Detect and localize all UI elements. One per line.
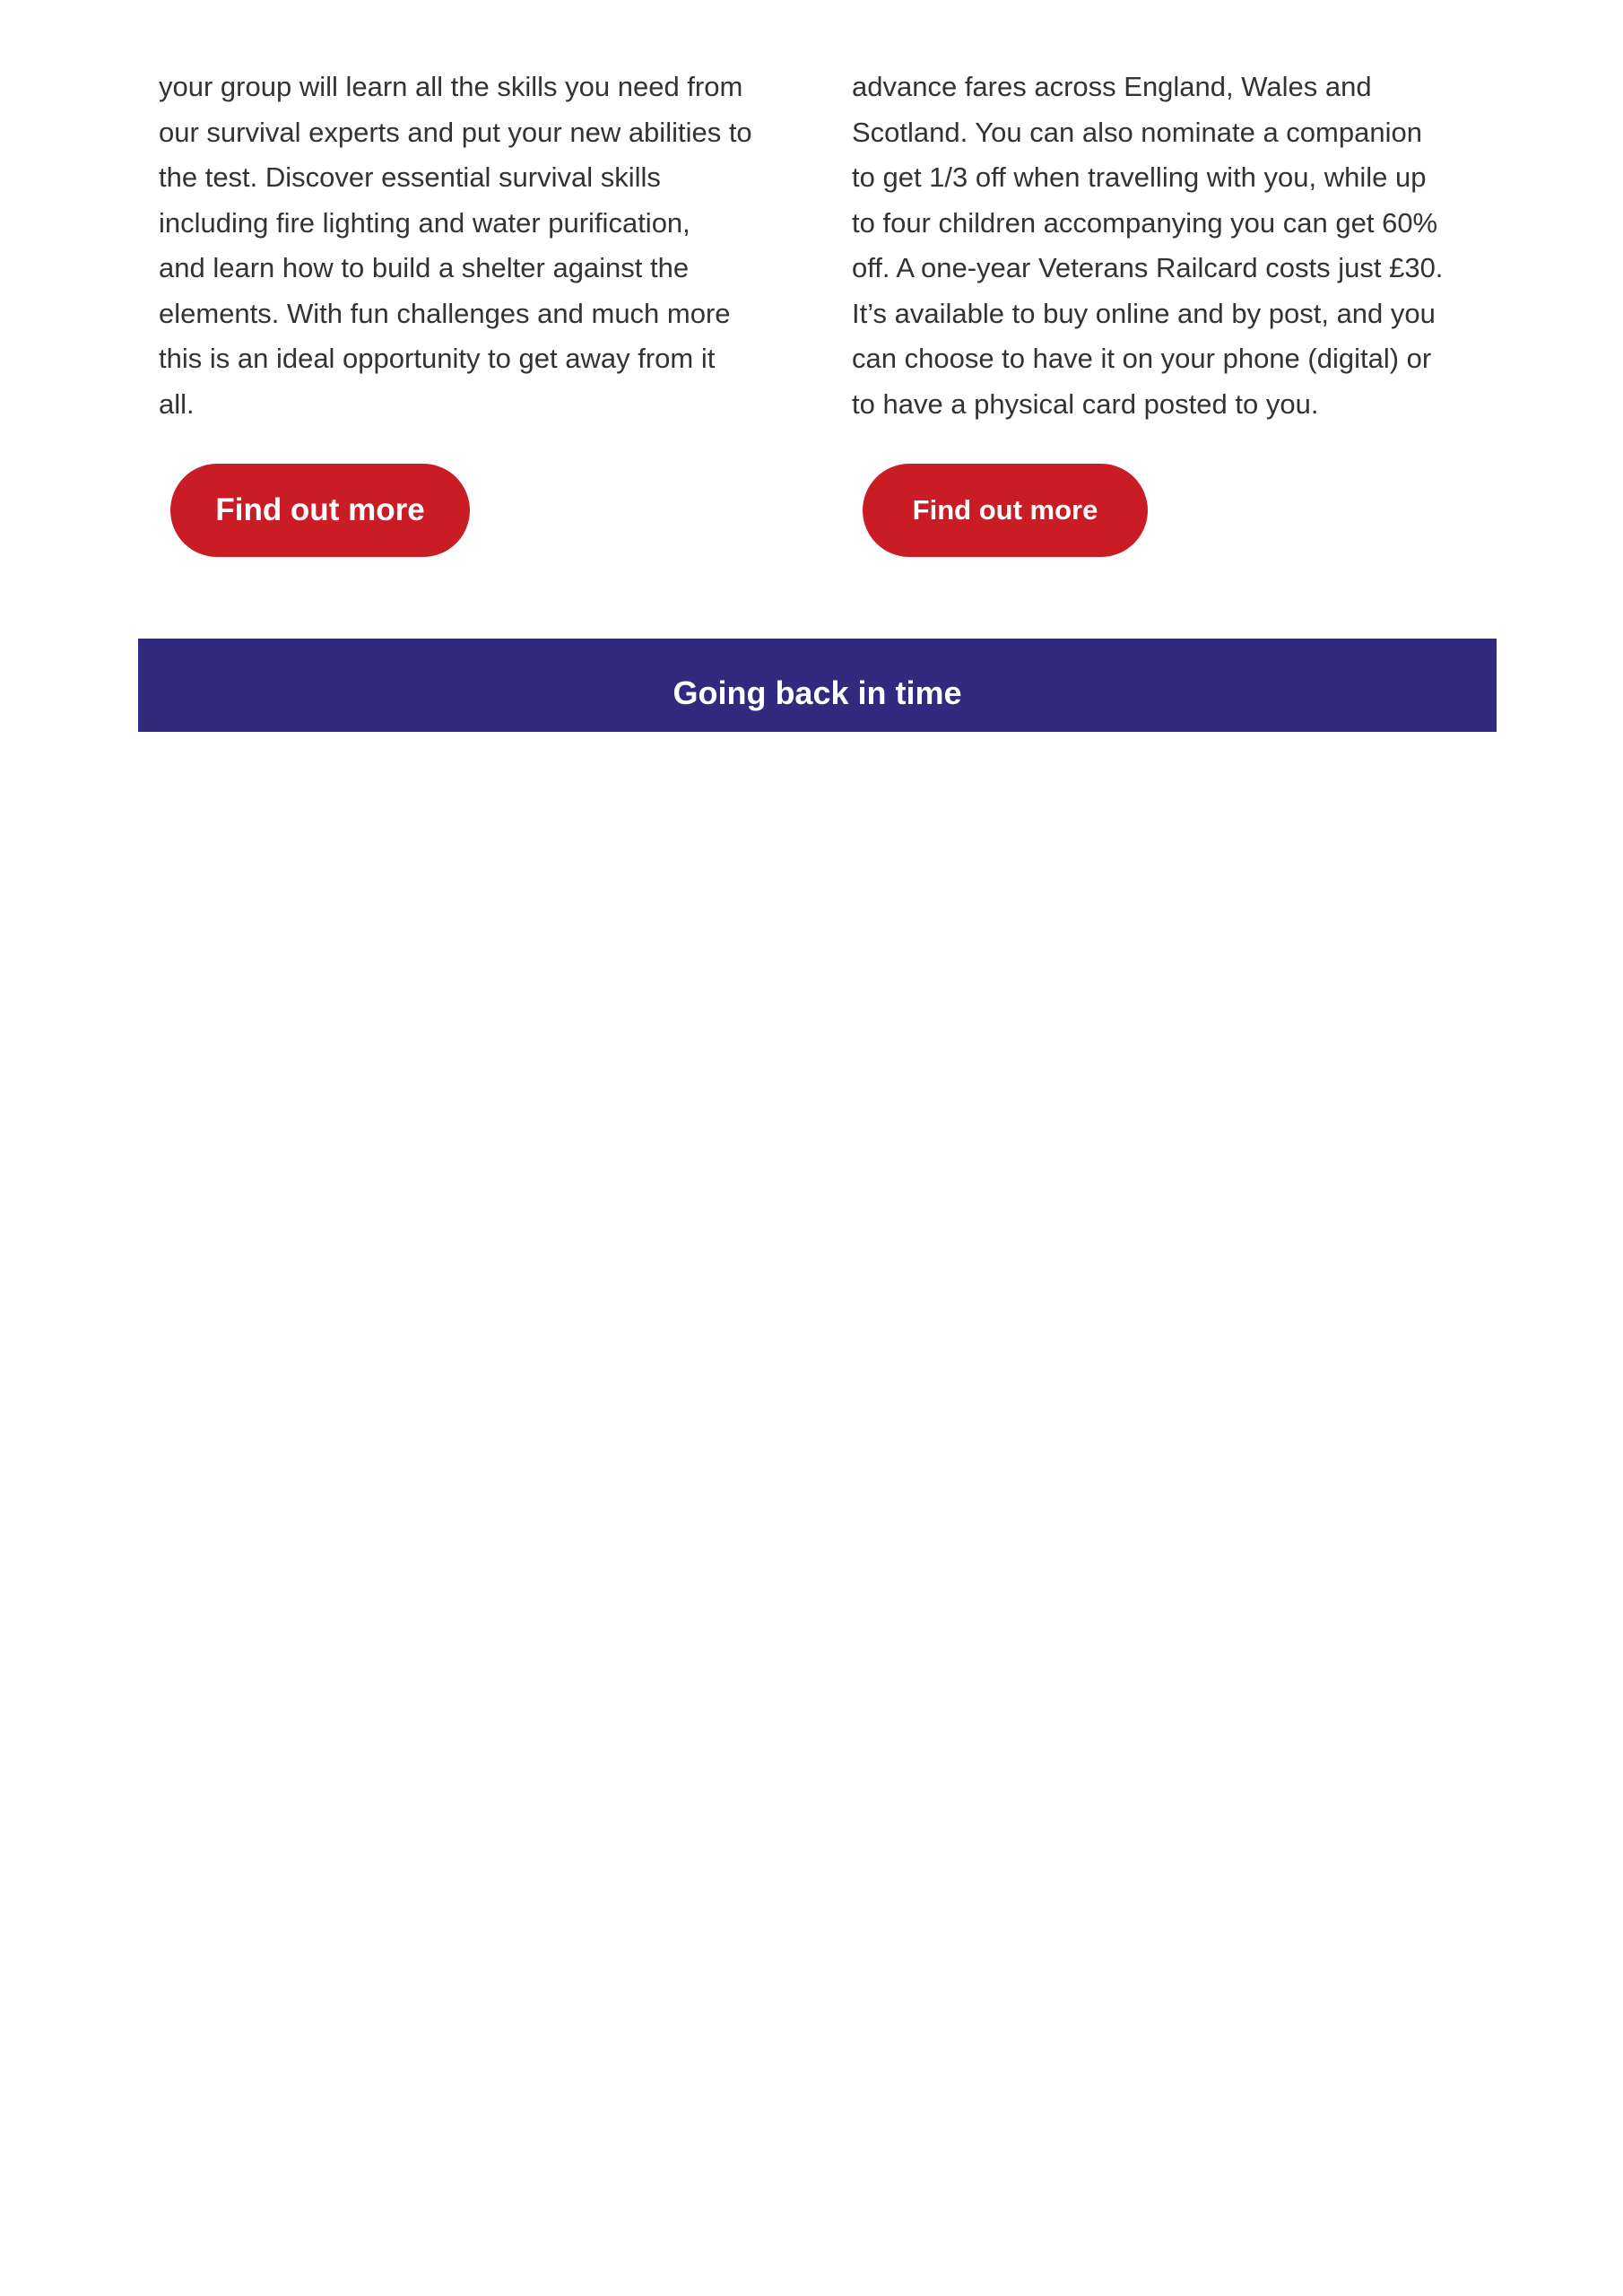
find-out-more-button-railcard[interactable]: Find out more [863, 464, 1148, 557]
survival-skills-card [159, 65, 786, 527]
veterans-railcard-description: advance fares across England, Wales and Scotland. You can also nominate a companion to get 1/3 off when travelling with you, while up to four children accompanying you can get 60% off. A one-year Veterans Railcard costs just £30. It’s available to buy online and by post, and you can choose to have it on your phone (digital) or to have a physical card posted to you. [852, 71, 1444, 420]
section-title: Going back in time [673, 674, 962, 711]
survival-skills-description: your group will learn all the skills you need from our survival experts and put your new abilities to the test. Discover essential survival skills including fire lighting and water purification, and learn how to build a shelter against the elements. With fun challenges and much more this is an ideal opportunity to get away from it all. [159, 71, 752, 420]
veterans-railcard-card [852, 65, 1484, 526]
find-out-more-button-survival[interactable]: Find out more [170, 464, 470, 557]
section-header-banner [138, 639, 1497, 732]
content-columns [159, 65, 1484, 567]
